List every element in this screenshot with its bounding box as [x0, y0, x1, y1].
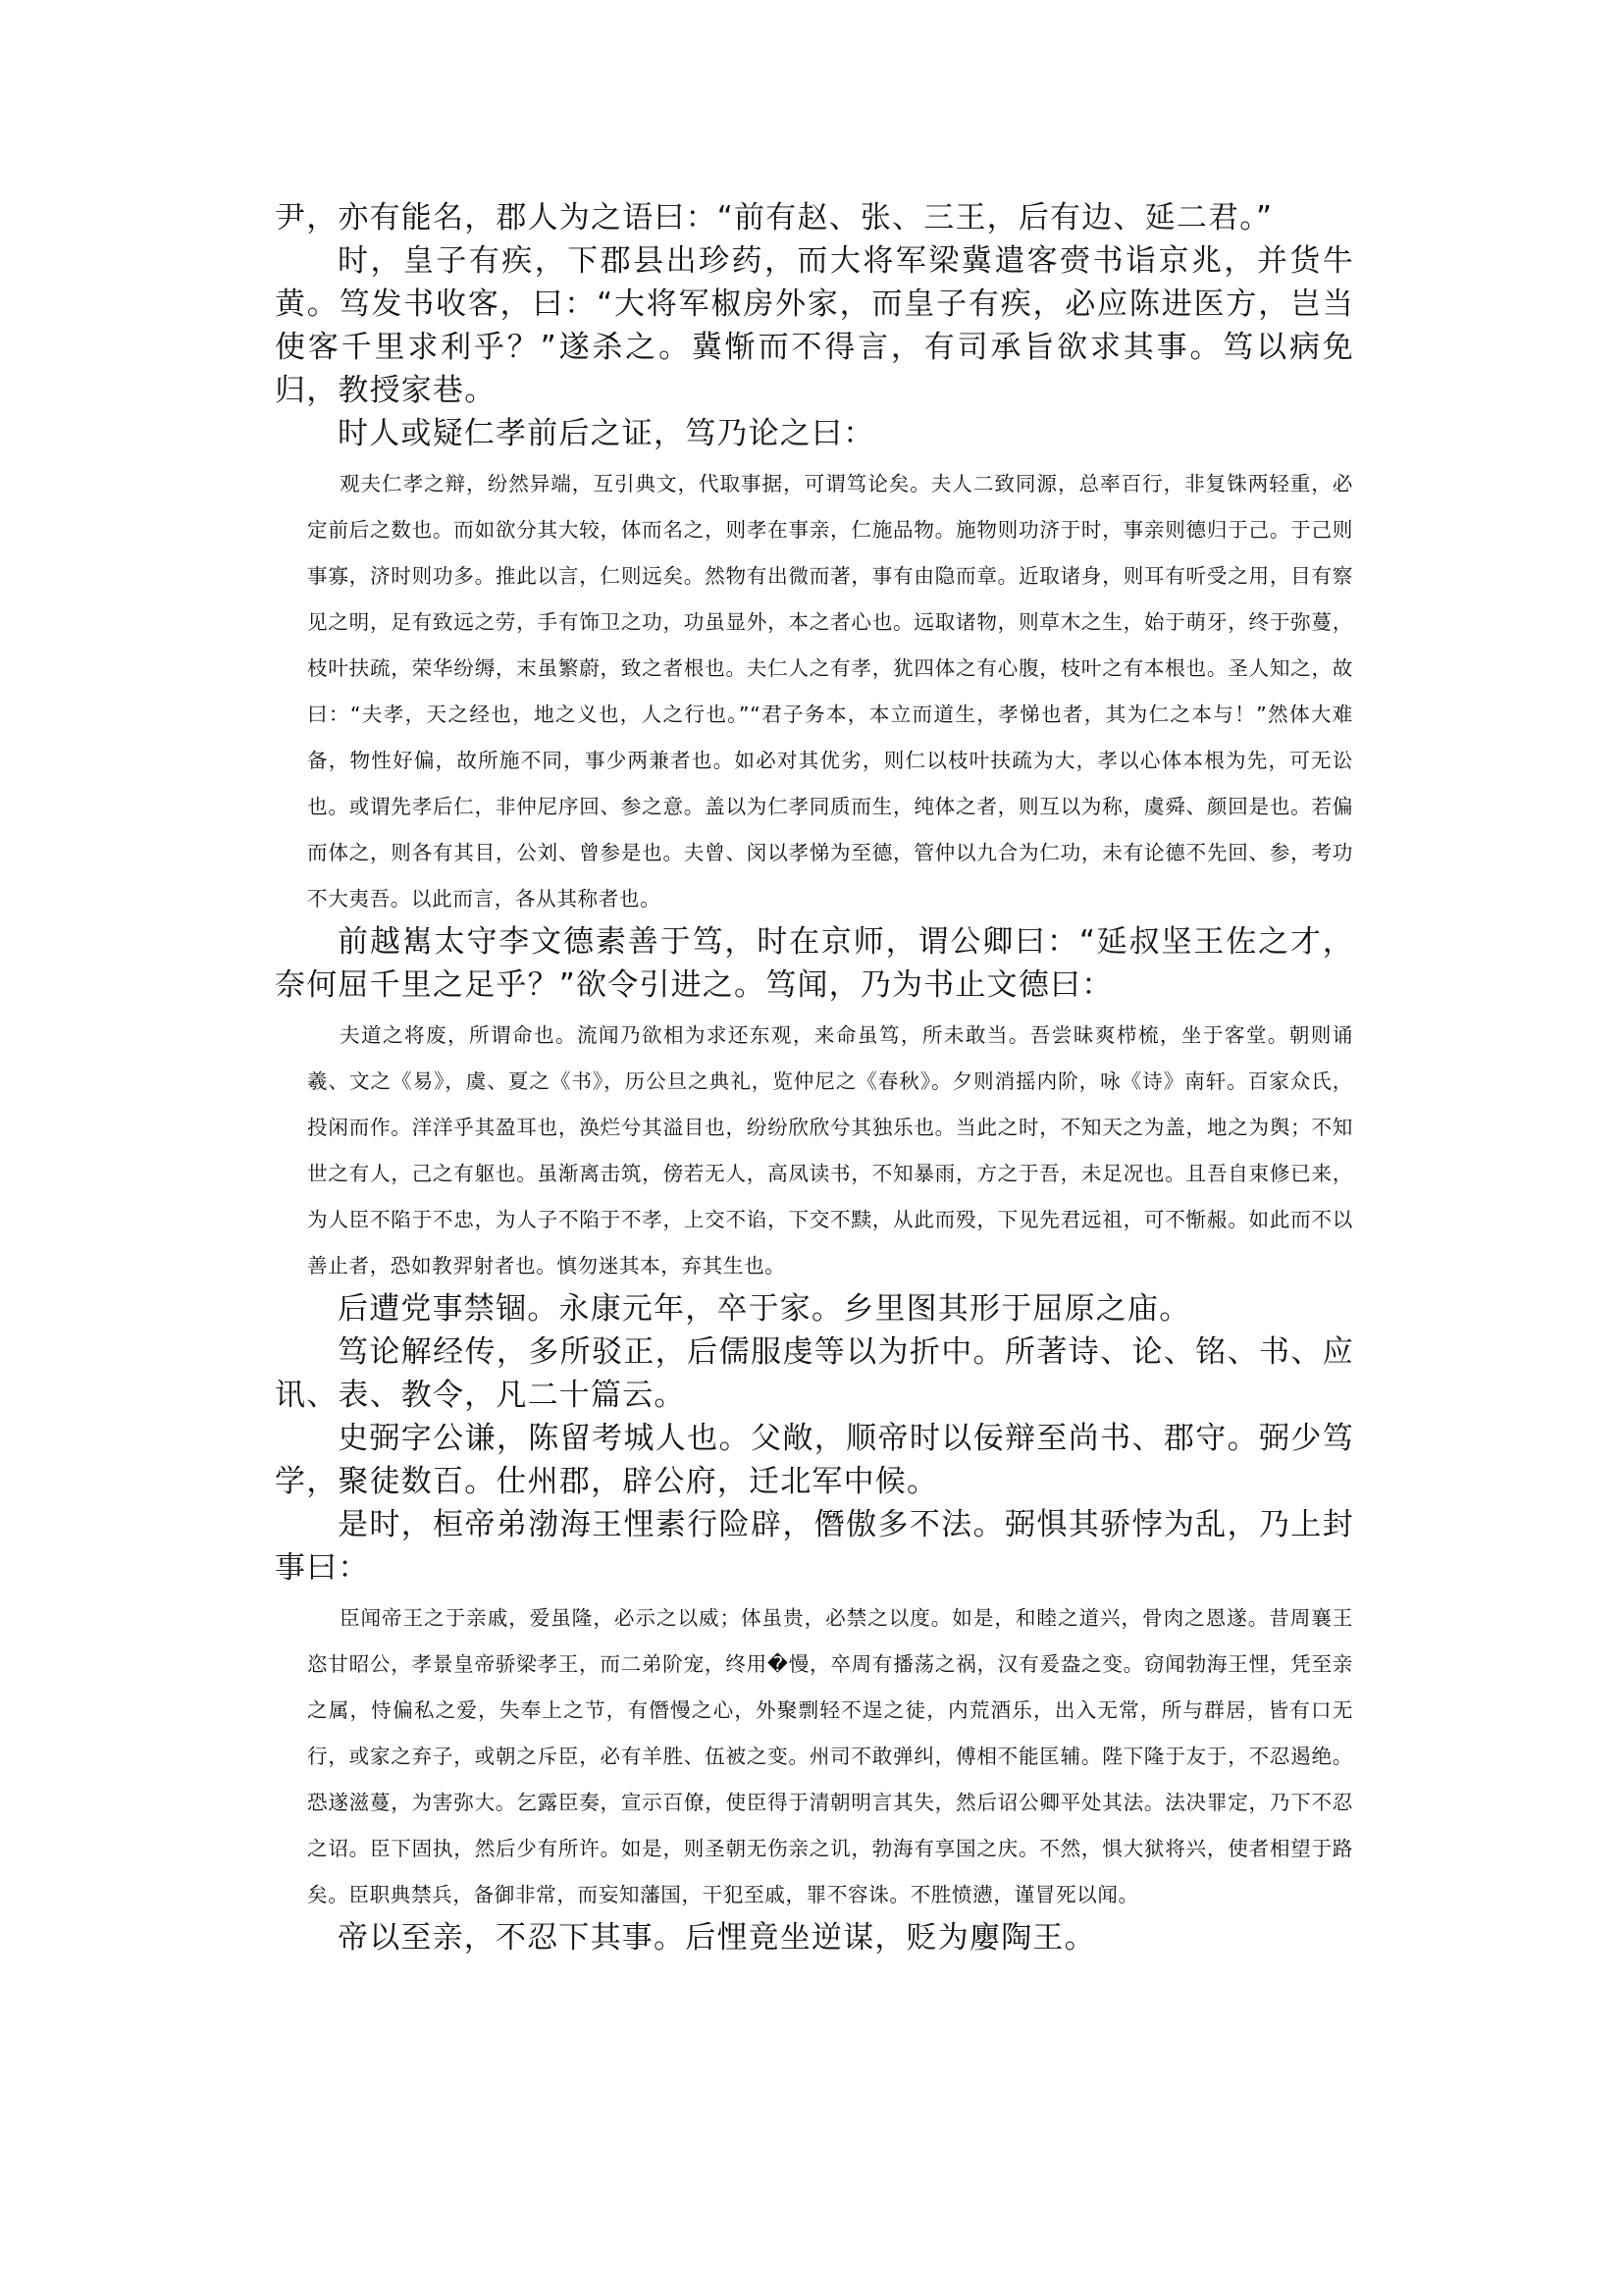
- quote-text: 观夫仁孝之辩，纷然异端，互引典文，代取事据，可谓笃论矣。夫人二致同源，总率百行，非复铢两轻重，必定前后之数也。而如欲分其大较，体而名之，则孝在事亲，仁施品物。施物则功济于时，事亲则德归于己。于己则事寡，济时则功多。推此以言，仁则远矣。然物有出微而著，事有由隐而章。近取诸身，则耳有听受之用，目有察见之明，足有致远之劳，手有饰卫之功，功虽显外，本之者心也。远取诸物，则草木之生，始于萌牙，终于弥蔓，枝叶扶疏，荣华纷缛，末虽繁蔚，致之者根也。夫仁人之有孝，犹四体之有心腹，枝叶之有本根也。圣人知之，故曰：“夫孝，天之经也，地之义也，人之行也。”“君子务本，本立而道生，孝悌也者，其为仁之本与！”然体大难备，物性好偏，故所施不同，事少两兼者也。如必对其优劣，则仁以枝叶扶疏为大，孝以心体本根为先，可无讼也。或谓先孝后仁，非仲尼序回、参之意。盖以为仁孝同质而生，纯体之者，则互以为称，虞舜、颜回是也。若偏而体之，则各有其目，公刘、曾参是也。夫曾、闵以孝悌为至德，管仲以九合为仁功，未有论德不先回、参，考功不大夷吾。以此而言，各从其称者也。: [307, 472, 1353, 911]
- paragraph: 前越嶲太守李文德素善于笃，时在京师，谓公卿曰：“延叔坚王佐之才，奈何屈千里之足乎？”欲令引进之。笃闻，乃为书止文德曰：: [275, 924, 1354, 1003]
- block-quote: [307, 1013, 1353, 1289]
- block-quote: [307, 1595, 1353, 1918]
- paragraph: 史弼字公谦，陈留考城人也。父敞，顺帝时以佞辩至尚书、郡守。弼少笃学，聚徒数百。仕州郡，辟公府，迁北军中候。: [275, 1421, 1354, 1499]
- quote-text: 臣闻帝王之于亲戚，爱虽隆，必示之以威；体虽贵，必禁之以度。如是，和睦之道兴，骨肉之恩遂。昔周襄王恣甘昭公，孝景皇帝骄梁孝王，而二弟阶宠，终用�慢，卒周有播荡之祸，汉有爰盎之变。窃闻勃海王悝，凭至亲之属，恃偏私之爱，失奉上之节，有僭慢之心，外聚剽轻不逞之徒，内荒酒乐，出入无常，所与群居，皆有口无行，或家之弃子，或朝之斥臣，必有羊胜、伍被之变。州司不敢弹纠，傅相不能匡辅。陛下隆于友于，不忍遏绝。恐遂滋蔓，为害弥大。乞露臣奏，宣示百僚，使臣得于清朝明言其失，然后诏公卿平处其法。法决罪定，乃下不忍之诏。臣下固执，然后少有所许。如是，则圣朝无伤亲之讥，勃海有享国之庆。不然，惧大狱将兴，使者相望于路矣。臣职典禁兵，备御非常，而妄知藩国，干犯至戚，罪不容诛。不胜愤懑，谨冒死以闻。: [307, 1606, 1353, 1906]
- paragraph: 时，皇子有疾，下郡县出珍药，而大将军梁冀遣客赍书诣京兆，并货牛黄。笃发书收客，曰：“大将军椒房外家，而皇子有疾，必应陈进医方，岂当使客千里求利乎？”遂杀之。冀惭而不得言，有司承旨欲求其事。笃以病免归，教授家巷。: [275, 243, 1354, 408]
- paragraph: 笃论解经传，多所驳正，后儒服虔等以为折中。所著诗、论、铭、书、应讯、表、教令，凡二十篇云。: [275, 1334, 1354, 1413]
- paragraph: 尹，亦有能名，郡人为之语曰：“前有赵、张、三王，后有边、延二君。”: [275, 200, 1274, 235]
- paragraph: 后遭党事禁锢。永康元年，卒于家。乡里图其形于屈原之庙。: [338, 1291, 1191, 1327]
- paragraph: 时人或疑仁孝前后之证，笃乃论之曰：: [338, 416, 875, 451]
- block-quote: [307, 461, 1353, 922]
- paragraph: 帝以至亲，不忍下其事。后悝竟坐逆谋，贬为廮陶王。: [338, 1920, 1096, 1955]
- text-column: [275, 196, 1354, 1959]
- paragraph: 是时，桓帝弟渤海王悝素行险辟，僭傲多不法。弼惧其骄悖为乱，乃上封事曰：: [275, 1507, 1354, 1586]
- quote-text: 夫道之将废，所谓命也。流闻乃欲相为求还东观，来命虽笃，所未敢当。吾尝昧爽栉梳，坐于客堂。朝则诵羲、文之《易》，虞、夏之《书》，历公旦之典礼，览仲尼之《春秋》。夕则消摇内阶，咏《诗》南轩。百家众氏，投闲而作。洋洋乎其盈耳也，涣烂兮其溢目也，纷纷欣欣兮其独乐也。当此之时，不知天之为盖，地之为舆；不知世之有人，己之有躯也。虽渐离击筑，傍若无人，高凤读书，不知暴雨，方之于吾，未足况也。且吾自束修已来，为人臣不陷于不忠，为人子不陷于不孝，上交不谄，下交不黩，从此而殁，下见先君远祖，可不惭赧。如此而不以善止者，恐如教羿射者也。慎勿迷其本，弃其生也。: [307, 1023, 1353, 1277]
